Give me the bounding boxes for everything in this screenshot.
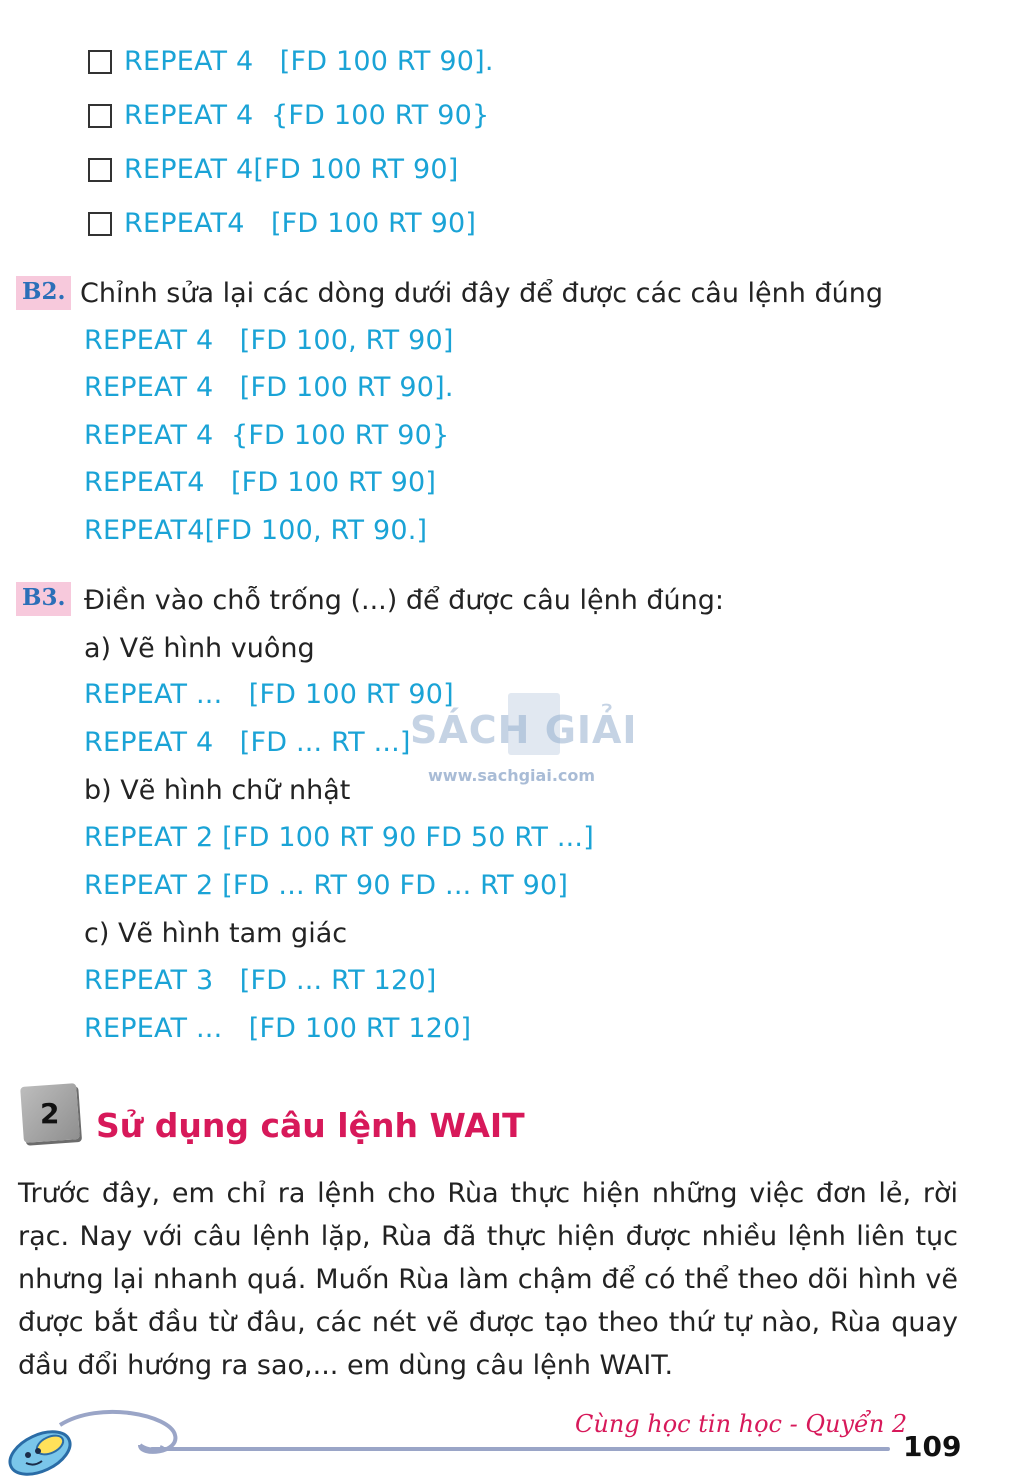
page-number: 109 [903, 1430, 962, 1463]
exercise-tag-b2: B2. [16, 276, 71, 310]
b3-b-line: REPEAT 2 [FD 100 RT 90 FD 50 RT ...] [84, 822, 594, 853]
b3-a-label: a) Vẽ hình vuông [84, 633, 315, 664]
watermark-logo: SÁCH GIẢI [410, 708, 638, 752]
footer-divider [150, 1447, 890, 1451]
b3-c-line: REPEAT ... [FD 100 RT 120] [84, 1013, 472, 1044]
b1-option: REPEAT 4 [FD 100 RT 90]. [124, 46, 494, 77]
section-number: 2 [40, 1097, 60, 1131]
b2-prompt: Chỉnh sửa lại các dòng dưới đây để được các câu lệnh đúng [80, 278, 883, 309]
checkbox[interactable] [88, 158, 112, 182]
checkbox[interactable] [88, 50, 112, 74]
footer-book-title: Cùng học tin học - Quyển 2 [575, 1410, 908, 1438]
b3-a-line: REPEAT ... [FD 100 RT 90] [84, 679, 454, 710]
b1-option: REPEAT4 [FD 100 RT 90] [124, 208, 477, 239]
checkbox[interactable] [88, 212, 112, 236]
section-number-badge [20, 1083, 80, 1143]
checkbox[interactable] [88, 104, 112, 128]
b3-c-label: c) Vẽ hình tam giác [84, 918, 348, 949]
paragraph-text: Trước đây, em chỉ ra lệnh cho Rùa thực hiện những việc đơn lẻ, rời rạc. Nay với câu lệnh lặp, Rùa đã thực hiện được nhiều lệnh liên tục nhưng lại nhanh quá. Muốn Rùa làm chậm để có thể theo dõi hình vẽ được bắt đầu từ đâu, các nét vẽ được tạo theo thứ tự nào, Rùa quay đầu đổi hướng ra sao,... em dùng câu lệnh WAIT. [18, 1178, 958, 1381]
b3-c-line: REPEAT 3 [FD ... RT 120] [84, 965, 437, 996]
b2-line: REPEAT 4 [FD 100, RT 90] [84, 325, 454, 356]
b2-line: REPEAT 4 [FD 100 RT 90]. [84, 372, 454, 403]
b3-a-line: REPEAT 4 [FD ... RT ...] [84, 727, 411, 758]
b3-b-label: b) Vẽ hình chữ nhật [84, 775, 351, 806]
b3-prompt: Điền vào chỗ trống (...) để được câu lệnh đúng: [84, 585, 724, 616]
computer-mouse-icon [0, 1405, 190, 1477]
b1-option: REPEAT 4 {FD 100 RT 90} [124, 100, 490, 131]
b2-line: REPEAT4 [FD 100 RT 90] [84, 467, 437, 498]
section-title: Sử dụng câu lệnh WAIT [96, 1106, 525, 1145]
watermark-url: www.sachgiai.com [428, 766, 596, 785]
b2-line: REPEAT4[FD 100, RT 90.] [84, 515, 428, 546]
b2-line: REPEAT 4 {FD 100 RT 90} [84, 420, 450, 451]
b3-b-line: REPEAT 2 [FD ... RT 90 FD ... RT 90] [84, 870, 569, 901]
section-paragraph [18, 1172, 958, 1387]
b1-option: REPEAT 4[FD 100 RT 90] [124, 154, 459, 185]
exercise-tag-b3: B3. [16, 582, 71, 616]
